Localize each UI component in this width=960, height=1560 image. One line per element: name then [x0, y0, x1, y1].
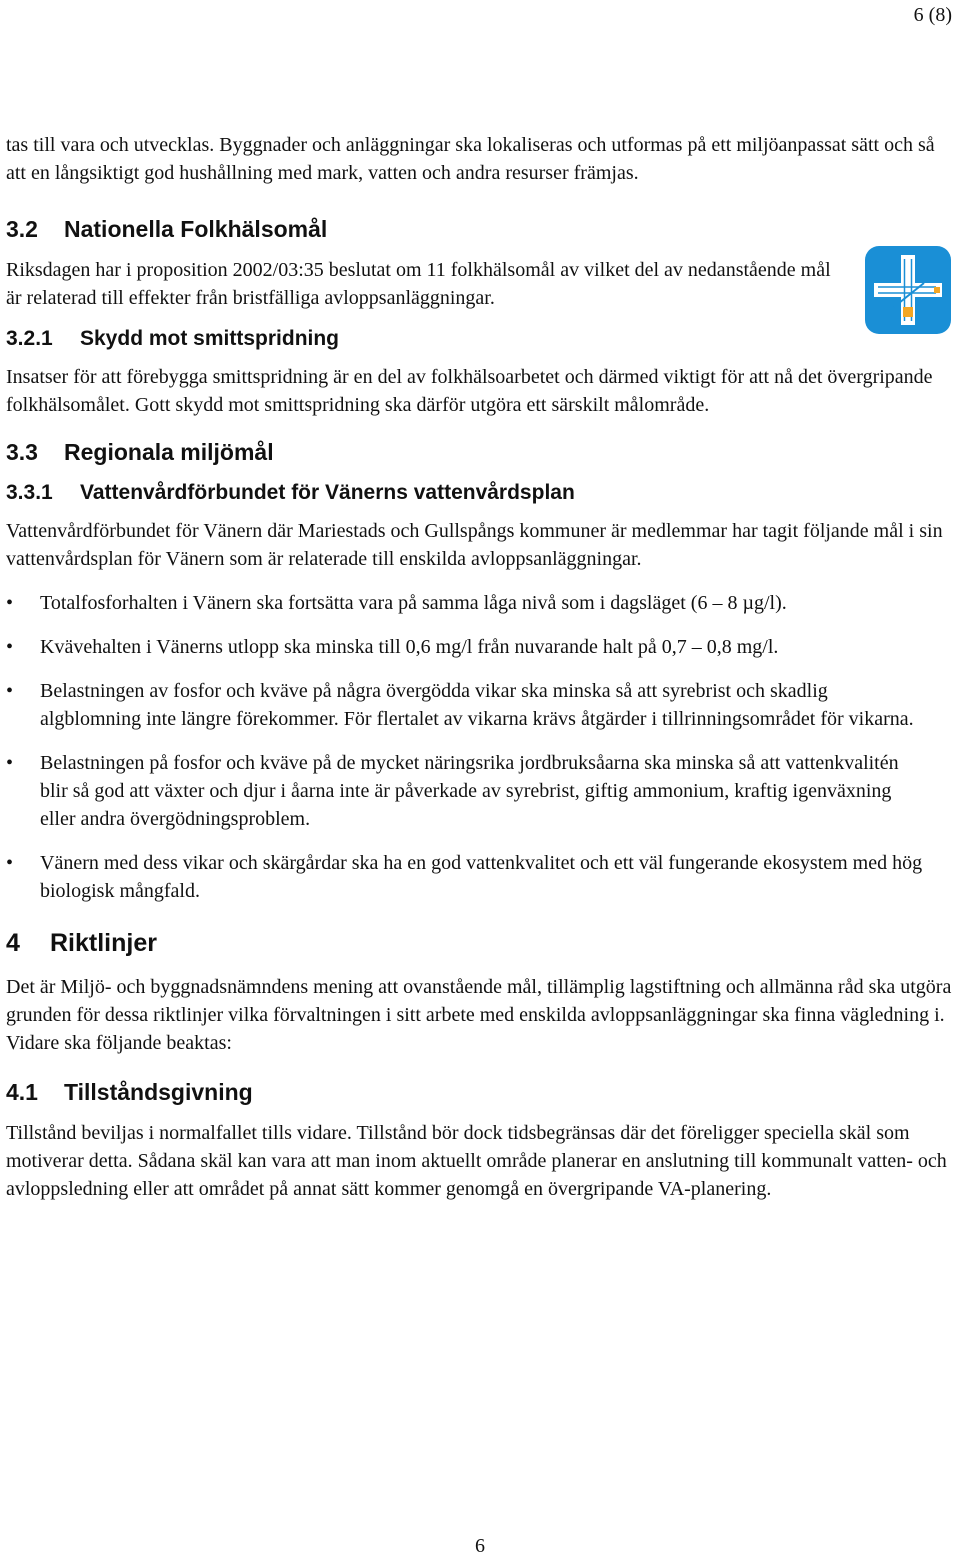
- heading-number: 4: [6, 929, 20, 957]
- heading-title: Regionala miljömål: [64, 439, 274, 465]
- page-counter: 6 (8): [913, 4, 952, 26]
- goal-list: [6, 589, 926, 905]
- heading-4: [6, 927, 954, 959]
- heading-title: Vattenvårdförbundet för Vänerns vattenvårdsplan: [80, 481, 575, 504]
- heading-title: Nationella Folkhälsomål: [64, 216, 328, 242]
- heading-3-2: [6, 214, 954, 244]
- paragraph-4: Det är Miljö- och byggnadsnämndens mening att ovanstående mål, tillämplig lagstiftning och allmänna råd ska utgöra grunden för dessa riktlinjer vilka förvaltningen i sitt arbete med enskilda avloppsanläggningar ska finna vägledning i. Vidare ska följande beaktas:: [6, 976, 952, 1054]
- paragraph-3-2-1: Insatser för att förebygga smittspridning är en del av folkhälsoarbetet och därmed viktigt för att nå det övergripande folkhälsomålet. Gott skydd mot smittspridning ska därför utgöra ett särskilt målområde.: [6, 366, 933, 416]
- list-item: • Kvävehalten i Vänerns utlopp ska minska till 0,6 mg/l från nuvarande halt på 0,7 – 0,8 mg/l.: [6, 633, 820, 661]
- page-number: 6: [475, 1535, 485, 1557]
- heading-4-1: [6, 1077, 954, 1107]
- heading-title: Skydd mot smittspridning: [80, 327, 340, 350]
- heading-number: 3.2: [6, 216, 38, 242]
- heading-title: Riktlinjer: [50, 929, 157, 957]
- paragraph-4-1: Tillstånd beviljas i normalfallet tills vidare. Tillstånd bör dock tidsbegränsas där det föreligger speciella skäl som motiverar detta. Sådana skäl kan vara att man inom aktuellt område planerar en anslutning till kommunalt vatten- och avloppsledning eller att området på annat sätt kommer genomgå en övergripande VA-planering.: [6, 1122, 947, 1200]
- heading-number: 3.3.1: [6, 481, 53, 504]
- heading-3-2-1: [6, 325, 954, 353]
- heading-3-3: [6, 437, 954, 467]
- list-item: • Belastningen av fosfor och kväve på några övergödda vikar ska minska så att syrebrist och skadlig algblomning inte längre förekommer. För flertalet av vikarna krävs åtgärder i tillrinningsområdet för vikarna.: [6, 677, 926, 733]
- paragraph-3-3-1: Vattenvårdförbundet för Vänern där Mariestads och Gullspångs kommuner är medlemmar har tagit följande mål i sin vattenvårdsplan för Vänern som är relaterade till enskilda avloppsanläggningar.: [6, 520, 943, 570]
- heading-3-3-1: [6, 479, 954, 507]
- heading-number: 3.2.1: [6, 327, 53, 350]
- paragraph-3-2: Riksdagen har i proposition 2002/03:35 beslutat om 11 folkhälsomål av vilket del av nedanstående mål är relaterad till effekter från bristfälliga avloppsanläggningar.: [6, 259, 831, 309]
- heading-number: 4.1: [6, 1079, 38, 1105]
- list-item: • Totalfosforhalten i Vänern ska fortsätta vara på samma låga nivå som i dagsläget (6 – 8 µg/l).: [6, 589, 856, 617]
- heading-number: 3.3: [6, 439, 38, 465]
- heading-title: Tillståndsgivning: [64, 1079, 253, 1105]
- list-item: • Vänern med dess vikar och skärgårdar ska ha en god vattenkvalitet och ett väl fungerande ekosystem med hög biologisk mångfald.: [6, 849, 926, 905]
- document-body: [6, 131, 954, 1203]
- list-item: • Belastningen på fosfor och kväve på de mycket näringsrika jordbruksåarna ska minska så att vattenkvalitén blir så god att växter och djur i åarna inte är påverkade av syrebrist, giftig ammonium, kraftig igenväxning eller andra övergödningsproblem.: [6, 749, 926, 833]
- intro-paragraph: tas till vara och utvecklas. Byggnader och anläggningar ska lokaliseras och utformas på ett miljöanpassat sätt och så att en långsiktigt god hushållning med mark, vatten och andra resurser främjas.: [6, 134, 935, 184]
